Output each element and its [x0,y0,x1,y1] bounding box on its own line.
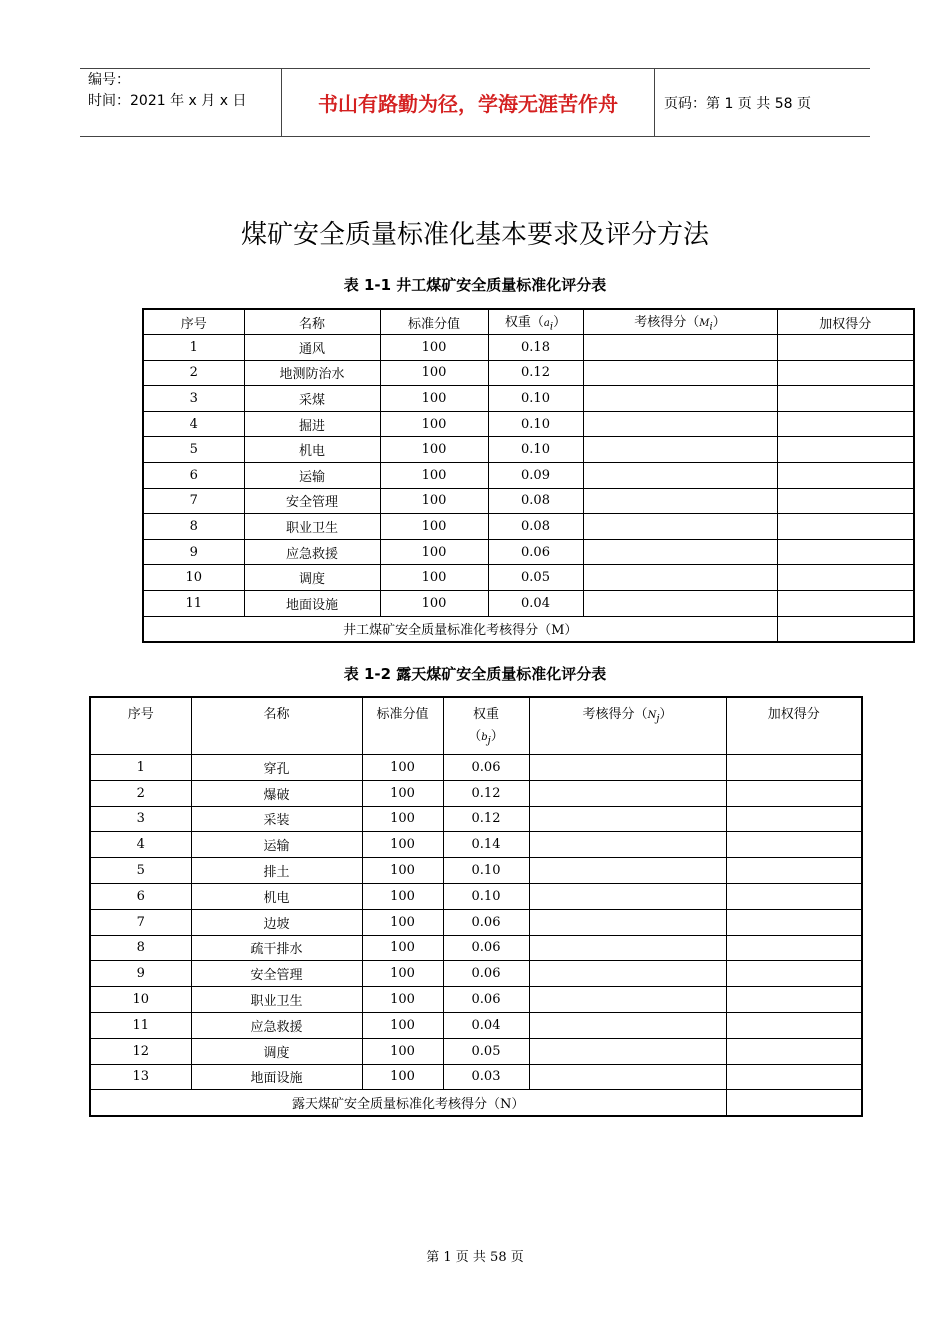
row-weighted-score [777,488,914,514]
row-assessed-score [583,437,777,463]
row-name: 应急救援 [191,1012,362,1038]
row-assessed-score [529,858,726,884]
row-std-score: 100 [362,780,443,806]
row-no: 11 [143,591,244,617]
row-name: 疏干排水 [191,935,362,961]
table-row [90,909,862,935]
row-std-score: 100 [380,514,488,540]
table-row [90,883,862,909]
row-name: 排土 [191,858,362,884]
col-header-std: 标准分值 [362,697,443,755]
weight-index: i [549,321,554,333]
score-sym: N [647,710,657,721]
row-std-score: 100 [362,832,443,858]
row-no: 3 [143,386,244,412]
row-assessed-score [529,961,726,987]
row-assessed-score [583,591,777,617]
row-weight: 0.08 [488,488,583,514]
row-weight: 0.05 [443,1038,529,1064]
row-weighted-score [777,514,914,540]
row-name: 地面设施 [244,591,380,617]
table-row [143,335,914,361]
score-label: 考核得分（ [634,315,700,331]
table1-total-label: 井工煤矿安全质量标准化考核得分（M） [143,616,777,642]
row-name: 调度 [244,565,380,591]
row-std-score: 100 [380,488,488,514]
score-sym: M [699,318,710,330]
row-name: 职业卫生 [244,514,380,540]
row-no: 10 [90,987,191,1013]
table-row [90,1064,862,1090]
row-assessed-score [529,909,726,935]
header-info [88,70,246,112]
row-weighted-score [726,858,862,884]
row-weighted-score [726,755,862,781]
row-weighted-score [726,883,862,909]
row-weighted-score [726,1012,862,1038]
row-std-score: 100 [362,858,443,884]
col-header-no: 序号 [143,309,244,335]
row-weighted-score [777,437,914,463]
row-name: 采煤 [244,386,380,412]
table2-total-value [726,1090,862,1116]
row-no: 11 [90,1012,191,1038]
table1 [142,308,915,643]
row-weighted-score [777,591,914,617]
row-assessed-score [529,1038,726,1064]
table-row [90,1038,862,1064]
row-std-score: 100 [362,1038,443,1064]
row-assessed-score [583,411,777,437]
row-name: 运输 [191,832,362,858]
col-header-name: 名称 [244,309,380,335]
table2-header-row [90,697,862,755]
row-weight: 0.06 [443,935,529,961]
table2-total-label: 露天煤矿安全质量标准化考核得分（N） [90,1090,726,1116]
row-weighted-score [777,539,914,565]
row-weighted-score [726,780,862,806]
row-weight: 0.06 [443,755,529,781]
score-index: i [709,321,713,333]
col-header-weight: 权重$(a_i)$ [488,309,583,335]
table-row [90,832,862,858]
row-no: 7 [143,488,244,514]
row-weight: 0.04 [443,1012,529,1038]
document-title: 煤矿安全质量标准化基本要求及评分方法 [240,220,709,250]
row-no: 6 [90,883,191,909]
row-name: 安全管理 [244,488,380,514]
row-no: 1 [90,755,191,781]
weight-index: j [487,735,491,747]
row-name: 职业卫生 [191,987,362,1013]
table-row [143,437,914,463]
col-header-no: 序号 [90,697,191,755]
row-std-score: 100 [380,386,488,412]
header-bottom-rule [80,136,870,137]
table-row [90,935,862,961]
row-weight: 0.10 [443,858,529,884]
row-assessed-score [583,565,777,591]
col-header-std: 标准分值 [380,309,488,335]
table-row [90,755,862,781]
row-no: 8 [90,935,191,961]
row-weight: 0.06 [443,909,529,935]
row-no: 12 [90,1038,191,1064]
row-name: 应急救援 [244,539,380,565]
row-name: 边坡 [191,909,362,935]
row-name: 安全管理 [191,961,362,987]
row-assessed-score [583,335,777,361]
row-std-score: 100 [362,961,443,987]
row-no: 2 [143,360,244,386]
row-assessed-score [529,883,726,909]
col-header-weight: 权重 $(b_j)$ [443,697,529,755]
row-name: 调度 [191,1038,362,1064]
row-name: 运输 [244,463,380,489]
row-std-score: 100 [380,360,488,386]
row-assessed-score [583,539,777,565]
col-header-weighted: 加权得分 [726,697,862,755]
weight-label: 权重 [472,707,499,722]
row-weighted-score [726,987,862,1013]
row-assessed-score [583,463,777,489]
table-row [143,565,914,591]
row-std-score: 100 [362,1064,443,1090]
row-weighted-score [726,1064,862,1090]
row-name: 地面设施 [191,1064,362,1090]
table2-total-row [90,1090,862,1116]
weight-label: 权重（ [504,315,544,331]
score-label: 考核得分（ [582,707,648,722]
weight-sym: a [543,318,550,330]
row-assessed-score [529,780,726,806]
table-row [143,360,914,386]
row-name: 爆破 [191,780,362,806]
row-std-score: 100 [380,565,488,591]
table-row [143,386,914,412]
header-page-code: 页码：第 1 页 共 58 页 [664,96,811,112]
row-assessed-score [529,755,726,781]
table1-header-row [143,309,914,335]
row-assessed-score [583,360,777,386]
row-name: 地测防治水 [244,360,380,386]
row-weighted-score [777,386,914,412]
table1-total-value [777,616,914,642]
page-footer: 第 1 页 共 58 页 [426,1250,524,1265]
row-weighted-score [726,935,862,961]
row-no: 3 [90,806,191,832]
row-no: 13 [90,1064,191,1090]
row-name: 机电 [244,437,380,463]
row-weight: 0.12 [443,780,529,806]
row-name: 掘进 [244,411,380,437]
header-number-label: 编号： [88,72,130,88]
table2-caption: 表 1-2 露天煤矿安全质量标准化评分表 [343,665,607,683]
row-assessed-score [529,1012,726,1038]
row-no: 2 [90,780,191,806]
row-weight: 0.10 [488,386,583,412]
header-top-rule [80,68,870,69]
row-std-score: 100 [362,987,443,1013]
row-no: 7 [90,909,191,935]
row-weighted-score [726,832,862,858]
table-row [90,1012,862,1038]
row-no: 10 [143,565,244,591]
row-weighted-score [726,961,862,987]
row-weight: 0.14 [443,832,529,858]
col-header-score: 考核得分$(N_j)$ [529,697,726,755]
row-weight: 0.10 [488,437,583,463]
weight-sym: b [481,732,488,743]
col-header-weighted: 加权得分 [777,309,914,335]
table-row [90,961,862,987]
row-weight: 0.12 [488,360,583,386]
row-weight: 0.05 [488,565,583,591]
row-weight: 0.04 [488,591,583,617]
row-weight: 0.09 [488,463,583,489]
table1-caption: 表 1-1 井工煤矿安全质量标准化评分表 [343,276,607,294]
row-assessed-score [529,806,726,832]
row-std-score: 100 [380,591,488,617]
row-no: 8 [143,514,244,540]
row-weight: 0.12 [443,806,529,832]
row-std-score: 100 [362,755,443,781]
row-assessed-score [529,935,726,961]
table-row [90,858,862,884]
row-weighted-score [777,360,914,386]
row-std-score: 100 [362,935,443,961]
row-weighted-score [726,909,862,935]
table-row [143,488,914,514]
row-name: 穿孔 [191,755,362,781]
col-header-name: 名称 [191,697,362,755]
row-name: 机电 [191,883,362,909]
row-weighted-score [726,806,862,832]
row-assessed-score [583,488,777,514]
row-no: 9 [143,539,244,565]
row-no: 4 [90,832,191,858]
row-no: 4 [143,411,244,437]
row-std-score: 100 [362,806,443,832]
row-weight: 0.10 [488,411,583,437]
row-std-score: 100 [362,883,443,909]
row-weighted-score [777,565,914,591]
col-header-score: 考核得分$(M_i)$ [583,309,777,335]
table-row [143,591,914,617]
row-weighted-score [726,1038,862,1064]
table-row [143,514,914,540]
row-std-score: 100 [380,411,488,437]
row-no: 9 [90,961,191,987]
table-row [143,539,914,565]
row-std-score: 100 [380,335,488,361]
table2 [89,696,863,1117]
table1-total-row [143,616,914,642]
row-no: 6 [143,463,244,489]
row-std-score: 100 [380,463,488,489]
row-weight: 0.10 [443,883,529,909]
row-assessed-score [583,386,777,412]
row-no: 5 [143,437,244,463]
row-weight: 0.06 [488,539,583,565]
row-std-score: 100 [380,539,488,565]
score-index: j [656,713,660,725]
row-weight: 0.18 [488,335,583,361]
row-weighted-score [777,463,914,489]
row-name: 通风 [244,335,380,361]
table-row [90,806,862,832]
table-row [143,463,914,489]
row-weight: 0.06 [443,987,529,1013]
row-assessed-score [529,1064,726,1090]
row-weight: 0.08 [488,514,583,540]
table-row [90,780,862,806]
row-std-score: 100 [362,1012,443,1038]
header-divider-right [654,68,655,136]
header-motto: 书山有路勤为径，学海无涯苦作舟 [318,92,618,116]
row-name: 采装 [191,806,362,832]
row-assessed-score [529,832,726,858]
row-assessed-score [583,514,777,540]
table-row [143,411,914,437]
row-weight: 0.03 [443,1064,529,1090]
header-time-label: 时间：2021 年 x 月 x 日 [88,93,247,109]
row-std-score: 100 [362,909,443,935]
row-assessed-score [529,987,726,1013]
row-no: 5 [90,858,191,884]
row-weight: 0.06 [443,961,529,987]
row-weighted-score [777,335,914,361]
row-no: 1 [143,335,244,361]
table-row [90,987,862,1013]
row-weighted-score [777,411,914,437]
row-std-score: 100 [380,437,488,463]
